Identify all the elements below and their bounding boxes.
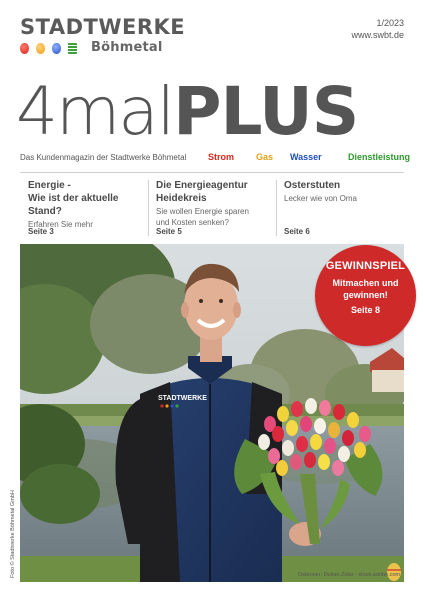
issue-info <box>351 17 404 41</box>
brand-egg-icons <box>20 43 77 54</box>
service-gas: Gas <box>256 152 274 162</box>
teaser-page: Seite 3 <box>28 227 54 236</box>
blue-egg-icon <box>52 43 61 54</box>
service-strom: Strom <box>208 152 235 162</box>
teaser-separator <box>148 180 149 236</box>
teaser-osterstuten[interactable] <box>284 179 409 239</box>
badge-page: Seite 8 <box>350 305 381 315</box>
tagline: Das Kundenmagazin der Stadtwerke Böhmetal <box>20 153 187 162</box>
red-egg-icon <box>20 43 29 54</box>
title-bold: PLUS <box>173 73 359 150</box>
divider-line <box>20 172 404 173</box>
teaser-separator <box>276 180 277 236</box>
teaser-title: Osterstuten <box>284 180 341 191</box>
gewinnspiel-badge[interactable] <box>315 245 416 346</box>
teaser-title: Energie - Wie ist der aktuelle Stand? <box>28 180 119 217</box>
service-dienstleistung: Dienstleistung <box>348 152 411 162</box>
teaser-subtitle: Lecker wie von Oma <box>284 194 357 203</box>
green-egg-icon <box>68 43 77 54</box>
title-light: 4mal <box>16 73 174 150</box>
brand-name: STADTWERKE <box>20 15 186 39</box>
teaser-page: Seite 6 <box>284 227 310 236</box>
teaser-subtitle: Erfahren Sie mehr <box>28 220 93 229</box>
badge-title: GEWINNSPIEL <box>325 260 406 272</box>
issue-number: 1/2023 <box>376 18 404 28</box>
teaser-energie[interactable] <box>28 179 153 239</box>
website-link[interactable]: www.swbt.de <box>351 30 404 40</box>
jacket-logo: STADTWERKE <box>158 395 207 402</box>
brand-subname: Böhmetal <box>91 40 163 55</box>
teaser-subtitle: Sie wollen Energie sparen und Kosten senken? <box>156 207 249 227</box>
teaser-energieagentur[interactable] <box>156 179 281 239</box>
teaser-title: Die Energieagentur Heidekreis <box>156 180 248 204</box>
photo-credit: Foto © Stadtwerke Böhmetal GmbH <box>10 490 16 578</box>
service-wasser: Wasser <box>290 152 322 162</box>
orange-egg-icon <box>36 43 45 54</box>
badge-subtitle: Mitmachen und gewinnen! <box>332 278 399 300</box>
brand-logo <box>20 15 186 55</box>
image-credit: Ostereier: Dušan Zidar - stock.adobe.com <box>297 572 400 578</box>
teaser-page: Seite 5 <box>156 227 182 236</box>
